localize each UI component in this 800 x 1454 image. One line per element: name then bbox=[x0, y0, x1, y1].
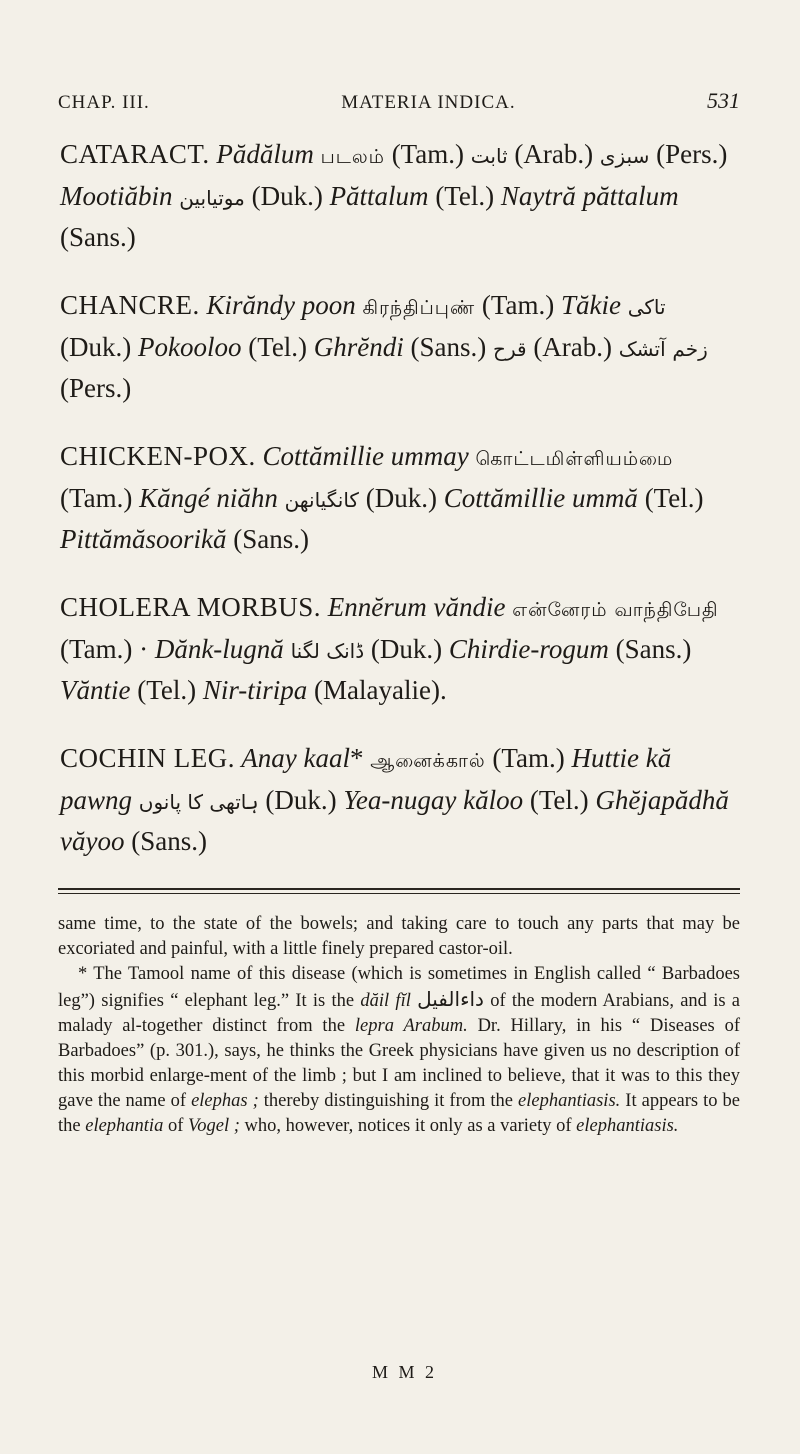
arabic-script-term: کانگیانھن bbox=[284, 488, 359, 512]
italic-term: elephantia bbox=[85, 1116, 164, 1136]
italic-term: Mootiăbin bbox=[60, 181, 173, 211]
chapter-label: CHAP. III. bbox=[58, 92, 150, 113]
entry-text: (Tam.) bbox=[485, 743, 572, 773]
tamil-script-term: கிரந்திப்புண் bbox=[362, 297, 476, 319]
entry-headword: CHOLERA MORBUS. bbox=[60, 592, 322, 622]
page-number: 531 bbox=[706, 88, 740, 113]
entry-text bbox=[278, 483, 285, 513]
entry-text: Dr. Hillary, in his “ Diseases of Barbadoes” (p. 301.), says, he thinks the Greek physicians have given us no description of this morbid enlarge-ment of the limb ; but I am inclined to believe, that it was to this they gave the name of bbox=[58, 1016, 741, 1111]
italic-term: Yea-nugay kăloo bbox=[343, 785, 524, 815]
entry-text: (Tel.) bbox=[241, 332, 314, 362]
italic-term: Cottămillie ummay bbox=[255, 441, 476, 471]
italic-term: elephantiasis. bbox=[518, 1091, 621, 1111]
entry-text: (Sans.) bbox=[403, 332, 494, 362]
italic-term: Pittămăsoorikă bbox=[60, 524, 227, 554]
italic-term: Cottămillie ummă bbox=[443, 483, 638, 513]
italic-term: Chirdie-rogum bbox=[448, 634, 609, 664]
entry-headword: CHICKEN-POX. bbox=[60, 441, 256, 471]
italic-term: Pokooloo bbox=[137, 332, 242, 362]
running-head bbox=[58, 88, 740, 114]
glossary-entry bbox=[60, 286, 740, 408]
tamil-script-term: ஆனைக்கால் bbox=[370, 750, 486, 772]
entry-text: (Tam.) bbox=[384, 139, 471, 169]
italic-term: Păttalum bbox=[329, 181, 429, 211]
entry-text: (Pers.) bbox=[649, 139, 728, 169]
entry-text: (Duk.) bbox=[60, 332, 138, 362]
italic-term: Ennĕrum văndie bbox=[321, 592, 513, 622]
entry-text: (Sans.) bbox=[60, 222, 136, 252]
footnote-paragraph bbox=[58, 962, 740, 1139]
entry-headword: CHANCRE. bbox=[60, 290, 200, 320]
footnote-rule bbox=[58, 888, 740, 890]
entry-headword: COCHIN LEG. bbox=[60, 743, 235, 773]
entry-text: same time, to the state of the bowels; and taking care to touch any parts that may be excoriated and painful, with a little finely prepared castor-oil. bbox=[58, 914, 740, 959]
entry-text: * bbox=[349, 743, 371, 773]
italic-term: Văntie bbox=[60, 675, 131, 705]
arabic-script-term: قرح bbox=[493, 337, 527, 361]
entry-headword: CATARACT. bbox=[60, 139, 210, 169]
arabic-script-term: تاکی bbox=[627, 295, 666, 319]
entry-text: of bbox=[163, 1116, 188, 1136]
entry-text bbox=[284, 634, 291, 664]
arabic-script-term: ڈانک لگنا bbox=[290, 639, 365, 663]
entry-text: thereby distinguishing it from the bbox=[258, 1091, 519, 1111]
arabic-script-term: موتیابین bbox=[179, 186, 245, 210]
italic-term: Kăngé niăhn bbox=[139, 483, 278, 513]
italic-term: Pădălum bbox=[209, 139, 321, 169]
italic-term: Anay kaal bbox=[235, 743, 350, 773]
italic-term: elephantiasis. bbox=[576, 1116, 679, 1136]
glossary-entry bbox=[60, 739, 740, 861]
entry-text: (Tam.) · bbox=[60, 634, 155, 664]
italic-term: Naytră păttalum bbox=[500, 181, 679, 211]
italic-term: Ghrĕndi bbox=[313, 332, 404, 362]
entry-text bbox=[132, 785, 139, 815]
italic-term: dăil fĭl bbox=[360, 991, 411, 1011]
entry-text: (Duk.) bbox=[364, 634, 449, 664]
entry-text: (Duk.) bbox=[244, 181, 330, 211]
entry-text: (Pers.) bbox=[60, 373, 132, 403]
entry-text: (Tel.) bbox=[130, 675, 203, 705]
signature-mark: M M 2 bbox=[372, 1362, 438, 1382]
entry-text: (Tel.) bbox=[428, 181, 501, 211]
entry-text: (Duk.) bbox=[358, 483, 444, 513]
italic-term: Dănk-lugnă bbox=[154, 634, 284, 664]
arabic-script-term: زخم bbox=[672, 337, 708, 361]
entry-text: (Tam.) bbox=[60, 483, 140, 513]
italic-term: Vogel ; bbox=[188, 1116, 240, 1136]
glossary-entry bbox=[60, 437, 740, 559]
entry-text: (Sans.) bbox=[226, 524, 309, 554]
arabic-script-term: ثابت bbox=[470, 144, 508, 168]
entry-text: (Malayalie). bbox=[307, 675, 447, 705]
entry-text: (Arab.) bbox=[526, 332, 619, 362]
arabic-script-term: ہاتھی کا پانوں bbox=[138, 790, 259, 814]
footnotes bbox=[58, 912, 740, 1139]
arabic-script-term: آتشک bbox=[618, 337, 666, 361]
entry-text: * The Tamool name of this disease (which is sometimes in English called “ Barbadoes leg”) signifies “ elephant leg.” It is the bbox=[58, 964, 740, 1011]
entry-text: who, however, notices it only as a variety of bbox=[239, 1116, 577, 1136]
italic-term: Huttie kă pawng bbox=[60, 743, 672, 815]
entry-text: (Duk.) bbox=[258, 785, 344, 815]
italic-term: lepra Arabum. bbox=[354, 1016, 468, 1036]
italic-term: Kirăndy poon bbox=[199, 290, 363, 320]
glossary-entry bbox=[60, 135, 740, 257]
tamil-script-term: என்னேரம் வாந்திபேதி bbox=[512, 599, 719, 621]
footnote-rule-thin bbox=[58, 893, 740, 894]
italic-term: elephas ; bbox=[191, 1091, 259, 1111]
arabic-script-term: سبزی bbox=[599, 144, 650, 168]
entry-text: (Sans.) bbox=[608, 634, 692, 664]
page-header-title: MATERIA INDICA. bbox=[341, 92, 516, 113]
entry-text: (Tam.) bbox=[475, 290, 561, 320]
entry-text: It appears to be the bbox=[58, 1091, 740, 1136]
tamil-script-term: கொட்டமிள்ளியம்மை bbox=[475, 448, 674, 470]
entry-text bbox=[621, 290, 628, 320]
glossary-entry bbox=[60, 588, 740, 710]
entry-text: (Tel.) bbox=[637, 483, 704, 513]
arabic-script-term: داءالفیل bbox=[417, 987, 484, 1011]
tamil-script-term: படலம் bbox=[320, 146, 385, 168]
entry-text: (Sans.) bbox=[124, 826, 207, 856]
glossary-entries bbox=[60, 135, 740, 890]
entry-text: (Arab.) bbox=[507, 139, 600, 169]
italic-term: Nir-tiripa bbox=[202, 675, 308, 705]
entry-text: (Tel.) bbox=[523, 785, 596, 815]
italic-term: Ghĕjapădhă văyoo bbox=[60, 785, 729, 856]
italic-term: Tăkie bbox=[560, 290, 621, 320]
entry-text: of the modern Arabians, and is a malady al-together distinct from the bbox=[58, 991, 741, 1036]
footnote-paragraph bbox=[58, 912, 740, 962]
